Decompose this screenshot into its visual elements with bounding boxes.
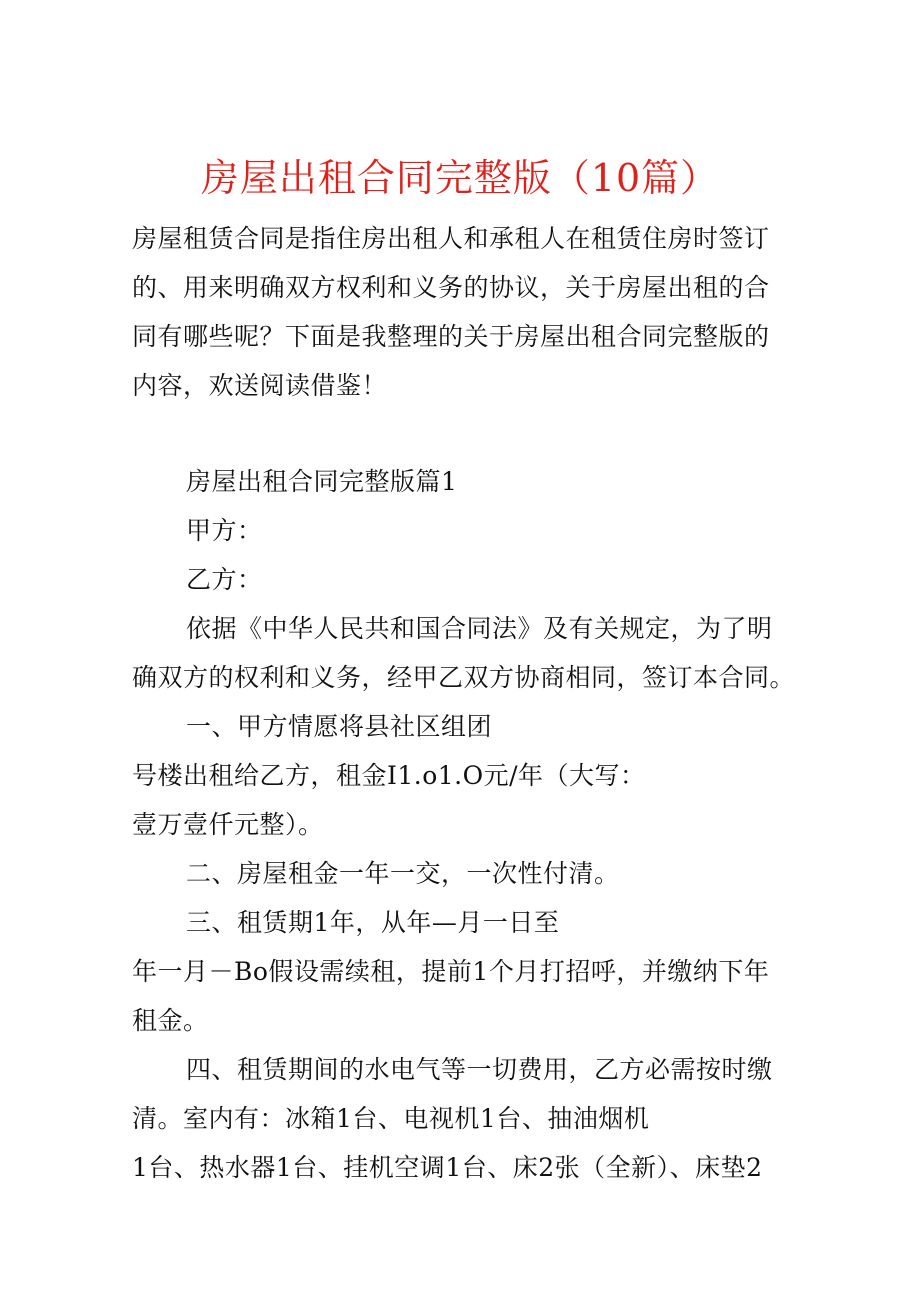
intro-line-3: 同有哪些呢？下面是我整理的关于房屋出租合同完整版的 <box>132 322 770 351</box>
clause4-line-1: 四、租赁期间的水电气等一切费用，乙方必需按时缴 <box>186 1055 773 1084</box>
preamble-line-1: 依据《中华人民共和国合同法》及有关规定，为了明 <box>186 614 773 643</box>
clause3-line-1: 三、租赁期1年，从年—月一日至 <box>186 908 560 937</box>
clause3-line-3: 租金。 <box>132 1006 209 1035</box>
clause3-line-2: 年一月－Bo假设需续租，提前1个月打招呼，并缴纳下年 <box>132 957 770 986</box>
clause1-line-1: 一、甲方情愿将县社区组团 <box>186 712 493 741</box>
clause2-line-1: 二、房屋租金一年一交，一次性付清。 <box>186 859 620 888</box>
preamble-line-2: 确双方的权利和义务，经甲乙双方协商相同，签订本合同。 <box>132 663 796 692</box>
intro-line-1: 房屋租赁合同是指住房出租人和承租人在租赁住房时签订 <box>132 224 770 253</box>
party-a-label: 甲方： <box>186 516 263 545</box>
intro-line-2: 的、用来明确双方权利和义务的协议，关于房屋出租的合 <box>132 273 770 302</box>
clause1-line-2: 号楼出租给乙方，租金I1.o1.O元/年（大写： <box>132 761 646 790</box>
clause4-line-3: 1台、热水器1台、挂机空调1台、床2张（全新）、床垫2 <box>132 1153 763 1182</box>
document-title: 房屋出租合同完整版（10篇） <box>200 156 720 200</box>
clause1-line-3: 壹万壹仟元整）。 <box>132 810 324 839</box>
intro-line-4: 内容，欢送阅读借鉴！ <box>132 371 388 400</box>
section-heading: 房屋出租合同完整版篇1 <box>186 467 458 496</box>
party-b-label: 乙方： <box>186 565 263 594</box>
clause4-line-2: 清。室内有：冰箱1台、电视机1台、抽油烟机 <box>132 1104 650 1133</box>
